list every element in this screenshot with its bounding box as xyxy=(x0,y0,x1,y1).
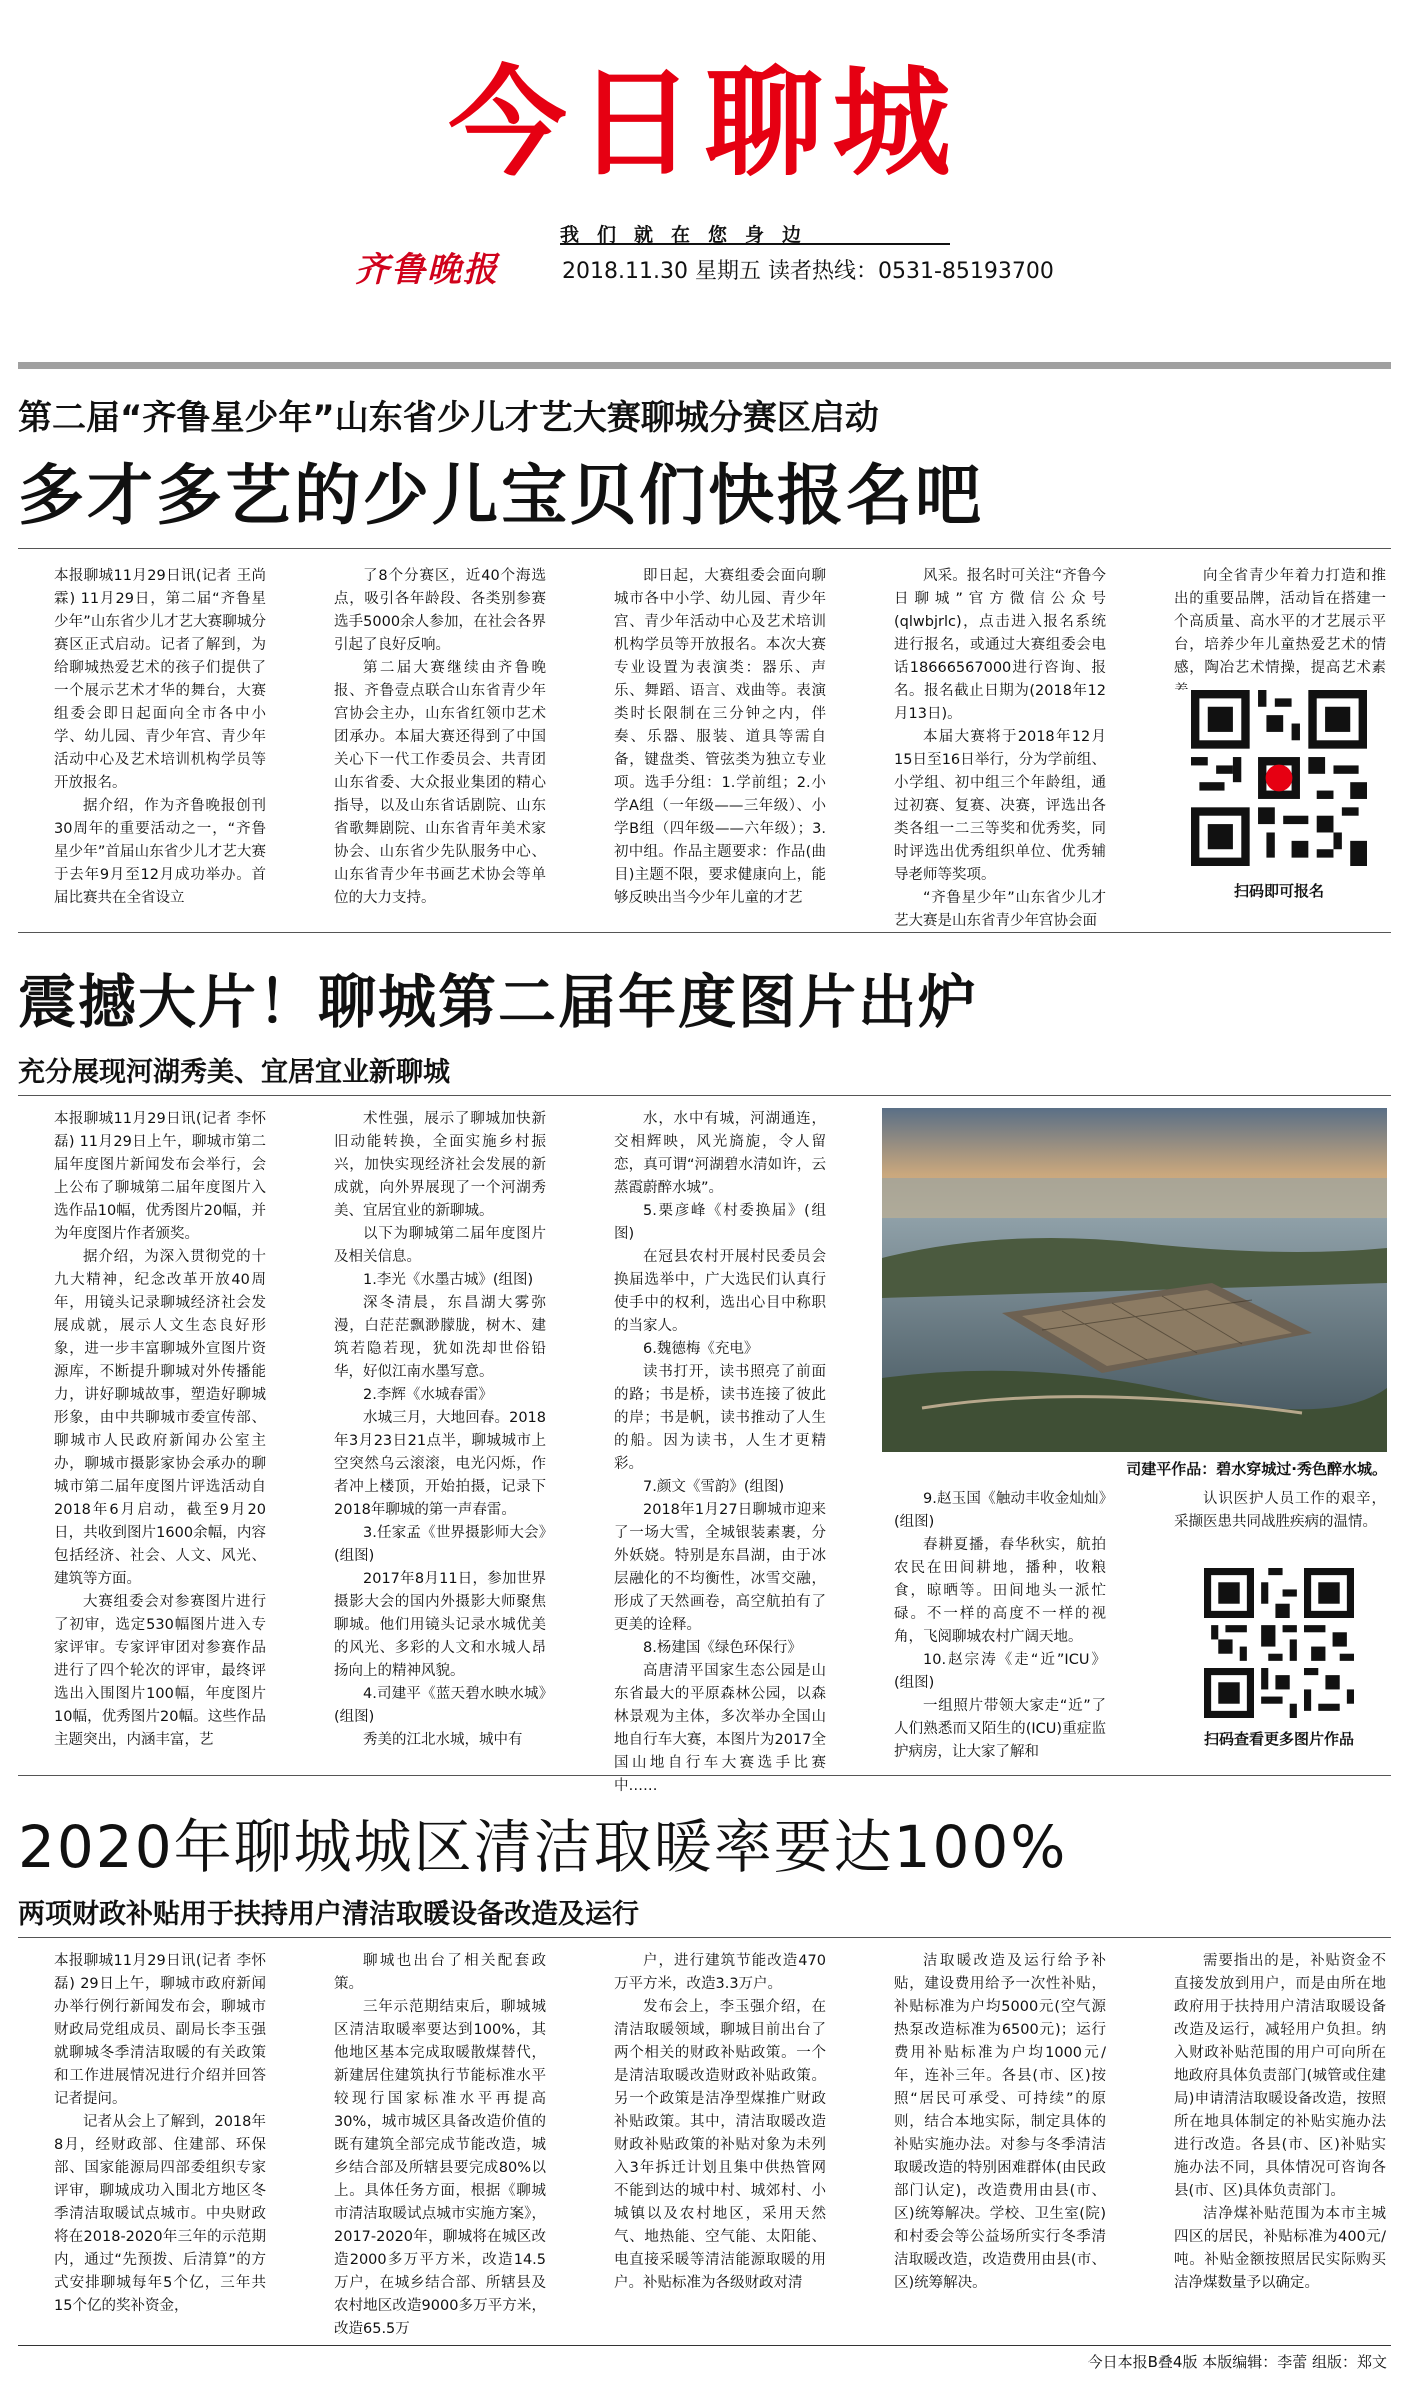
paragraph: 6.魏德梅《充电》 xyxy=(643,1341,759,1357)
paragraph: 2017年8月11日，参加世界摄影大会的国内外摄影大师聚焦聊城。他们用镜头记录水城优美的风光、多彩的人文和水城人昂扬向上的精神风貌。 xyxy=(334,1571,546,1679)
page-footer: 今日本报B叠4版 本版编辑：李蕾 组版：郑文 xyxy=(1087,2353,1387,2371)
paragraph: 据介绍，作为齐鲁晚报创刊30周年的重要活动之一，“齐鲁星少年”首届山东省少儿才艺大赛于去年9月至12月成功举办。首届比赛共在全省设立 xyxy=(54,798,266,906)
paragraph: 5.栗彦峰《村委换届》(组图) xyxy=(614,1203,826,1242)
paragraph: 7.颜文《雪韵》(组图) xyxy=(643,1479,785,1495)
slogan-underline xyxy=(560,243,950,245)
story2-column-1 xyxy=(54,1108,266,1758)
story1-qr-caption: 扫码即可报名 xyxy=(1233,882,1324,900)
story3-column-1 xyxy=(54,1950,266,2338)
story1-column-4 xyxy=(894,565,1106,929)
paragraph: 本报聊城11月29日讯(记者 王尚霖) 11月29日，第二届“齐鲁星少年”山东省少儿才艺大赛聊城分赛区正式启动。记者了解到，为给聊城热爱艺术的孩子们提供了一个展示艺术才华的舞台，大赛组委会即日起面向全市各中小学、幼儿园、青少年宫、青少年活动中心及艺术培训机构学员等开放报名。 xyxy=(54,568,266,791)
story1-column-2 xyxy=(334,565,546,915)
paragraph: 风采。报名时可关注“齐鲁今日聊城”官方微信公众号(qlwbjrlc)，点击进入报名系统进行报名，或通过大赛组委会电话18666567000进行咨询、报名。报名截止日期为(2018年12月13日)。 xyxy=(894,568,1106,722)
paragraph: 9.赵玉国《触动丰收金灿灿》(组图) xyxy=(894,1491,1106,1530)
paragraph: 本报聊城11月29日讯(记者 李怀磊) 11月29日上午，聊城市第二届年度图片新闻发布会举行，会上公布了聊城第二届年度图片入选作品10幅，优秀图片20幅，并为年度图片作者颁奖。 xyxy=(54,1111,266,1242)
paragraph: 需要指出的是，补贴资金不直接发放到用户，而是由所在地政府用于扶持用户清洁取暖设备改造及运行，减轻用户负担。纳入财政补贴范围的用户可向所在地政府具体负责部门(城管或住建局)申请清洁取暖设备改造，按照所在地具体制定的补贴实施办法进行改造。各县(市、区)补贴实施办法不同，具体情况可咨询各县(市、区)具体负责部门。 xyxy=(1174,1953,1386,2199)
paragraph: 第二届大赛继续由齐鲁晚报、齐鲁壹点联合山东省青少年宫协会主办，山东省红领巾艺术团承办。本届大赛还得到了中国关心下一代工作委员会、共青团山东省委、大众报业集团的精心指导，以及山东省话剧院、山东省歌舞剧院、山东省青年美术家协会、山东省少先队服务中心、山东省青少年书画艺术协会等单位的大力支持。 xyxy=(334,660,546,906)
story1-column-3 xyxy=(614,565,826,915)
paragraph: 在冠县农村开展村民委员会换届选举中，广大选民们认真行使手中的权利，选出心目中称职的当家人。 xyxy=(614,1249,826,1334)
paragraph: 户，进行建筑节能改造470万平方米，改造3.3万户。 xyxy=(614,1953,826,1992)
story3-column-5 xyxy=(1174,1950,1386,2338)
paragraph: 本报聊城11月29日讯(记者 李怀磊) 29日上午，聊城市政府新闻办举行例行新闻发布会，聊城市财政局党组成员、副局长李玉强就聊城冬季清洁取暖的有关政策和工作进展情况进行介绍并回答记者提问。 xyxy=(54,1953,266,2107)
story3-divider-top xyxy=(18,1775,1391,1776)
masthead-slogan: 我们就在您身边 xyxy=(560,224,820,246)
qr-code-icon xyxy=(1204,1568,1354,1718)
paragraph: 发布会上，李玉强介绍，在清洁取暖领域，聊城目前出台了两个相关的财政补贴政策。一个是清洁取暖改造财政补贴政策。另一个政策是洁净型煤推广财政补贴政策。其中，清洁取暖改造财政补贴政策的补贴对象为未列入3年拆迁计划且集中供热管网不能到达的城中村、城郊村、小城镇以及农村地区，采用天然气、地热能、空气能、太阳能、电直接采暖等清洁能源取暖的用户。补贴标准为各级财政对清 xyxy=(614,1999,826,2291)
story2-qr-caption: 扫码查看更多图片作品 xyxy=(1203,1730,1354,1748)
paragraph: 水，水中有城，河湖通连，交相辉映，风光旖旎，令人留恋，真可谓“河湖碧水清如许，云蒸霞蔚醉水城”。 xyxy=(614,1111,826,1196)
paragraph: 记者从会上了解到，2018年8月，经财政部、住建部、环保部、国家能源局四部委组织专家评审，聊城成功入围北方地区冬季清洁取暖试点城市。中央财政将在2018-2020年三年的示范期内，通过“先预拨、后清算”的方式安排聊城每年5个亿，三年共15个亿的奖补资金， xyxy=(54,2114,266,2314)
story3-column-3 xyxy=(614,1950,826,2338)
footer-rule xyxy=(18,2345,1391,2346)
story1-column-5 xyxy=(1174,565,1386,675)
paragraph: “齐鲁星少年”山东省少儿才艺大赛是山东省青少年宫协会面 xyxy=(894,890,1106,929)
paragraph: 4.司建平《蓝天碧水映水城》(组图) xyxy=(334,1686,546,1725)
story2-divider-top xyxy=(18,932,1391,933)
photo-caption: 司建平作品：碧水穿城过·秀色醉水城。 xyxy=(1126,1460,1387,1478)
story2-column-4 xyxy=(894,1488,1106,1758)
newspaper-logo: 齐鲁晚报 xyxy=(355,250,499,290)
story3-column-4 xyxy=(894,1950,1106,2338)
paragraph: 向全省青少年着力打造和推出的重要品牌，活动旨在搭建一个高质量、高水平的才艺展示平台，培养少年儿童热爱艺术的情感，陶冶艺术情操，提高艺术素 xyxy=(1174,568,1386,676)
paragraph: 即日起，大赛组委会面向聊城市各中小学、幼儿园、青少年宫、青少年活动中心及艺术培训机构学员等开放报名。本次大赛专业设置为表演类：器乐、声乐、舞蹈、语言、戏曲等。表演类时长限制在三分钟之内，伴奏、乐器、服装、道具等需自备，键盘类、管弦类为独立专业项。选手分组：1.学前组；2.小学A组（一年级——三年级）、小学B组（四年级——六年级）；3.初中组。作品主题要求：作品(曲目)主题不限，要求健康向上，能够反映出当今少年儿童的才艺 xyxy=(614,568,826,906)
story3-column-2 xyxy=(334,1950,546,2338)
qr-code-icon xyxy=(1191,690,1367,866)
paragraph: 深冬清晨，东昌湖大雾弥漫，白茫茫飘渺朦胧，树木、建筑若隐若现，犹如洗却世俗铅华，好似江南水墨写意。 xyxy=(334,1295,546,1380)
story2-column-2 xyxy=(334,1108,546,1758)
paragraph: 水城三月，大地回春。2018年3月23日21点半，聊城城市上空突然乌云滚滚，电光闪烁，作者冲上楼顶，开始拍摄，记录下2018年聊城的第一声春雷。 xyxy=(334,1410,546,1518)
paragraph: 读书打开，读书照亮了前面的路；书是桥，读书连接了彼此的岸；书是帆，读书推动了人生的船。因为读书，人生才更精彩。 xyxy=(614,1364,826,1472)
paragraph: 高唐清平国家生态公园是山东省最大的平原森林公园，以森林景观为主体，多次举办全国山地自行车大赛，本图片为2017全国山地自行车大赛选手比赛中…… xyxy=(614,1663,826,1794)
masthead-title: 今日聊城 xyxy=(448,54,961,192)
story2-qr-code[interactable] xyxy=(1174,1568,1384,1758)
story2-subhead: 充分展现河湖秀美、宜居宜业新聊城 xyxy=(18,1057,450,1088)
aerial-city-photo xyxy=(882,1108,1387,1452)
story3-headline: 2020年聊城城区清洁取暖率要达100% xyxy=(18,1813,1068,1881)
dateline: 2018.11.30 星期五 读者热线：0531-85193700 xyxy=(562,259,1054,284)
paragraph: 聊城也出台了相关配套政策。 xyxy=(334,1953,546,1992)
paragraph: 10.赵宗涛《走“近”ICU》(组图) xyxy=(894,1652,1106,1691)
paragraph: 以下为聊城第二届年度图片及相关信息。 xyxy=(334,1226,546,1265)
story3-subhead: 两项财政补贴用于扶持用户清洁取暖设备改造及运行 xyxy=(18,1899,639,1930)
paragraph: 本届大赛将于2018年12月15日至16日举行，分为学前组、小学组、初中组三个年龄组，通过初赛、复赛、决赛，评选出各类各组一二三等奖和优秀奖，同时评选出优秀组织单位、优秀辅导老师等奖项。 xyxy=(894,729,1106,883)
story1-divider xyxy=(18,548,1391,549)
paragraph: 大赛组委会对参赛图片进行了初审，选定530幅图片进入专家评审。专家评审团对参赛作品进行了四个轮次的评审，最终评选出入围图片100幅，年度图片10幅，优秀图片20幅。这些作品主题突出，内涵丰富，艺 xyxy=(54,1594,266,1748)
story1-qr-code[interactable] xyxy=(1174,690,1384,910)
paragraph: 洁净煤补贴范围为本市主城四区的居民，补贴标准为400元/吨。补贴金额按照居民实际购买洁净煤数量予以确定。 xyxy=(1174,2206,1386,2291)
paragraph: 3.任家孟《世界摄影师大会》(组图) xyxy=(334,1525,546,1564)
paragraph: 春耕夏播，春华秋实，航拍农民在田间耕地，播种，收粮食，晾晒等。田间地头一派忙碌。不一样的高度不一样的视角，飞阅聊城农村广阔天地。 xyxy=(894,1537,1106,1645)
paragraph: 术性强，展示了聊城加快新旧动能转换，全面实施乡村振兴，加快实现经济社会发展的新成就，向外界展现了一个河湖秀美、宜居宜业的新聊城。 xyxy=(334,1111,546,1219)
paragraph: 了8个分赛区，近40个海选点，吸引各年龄段、各类别参赛选手5000余人参加，在社会各界引起了良好反响。 xyxy=(334,568,546,653)
paragraph: 2018年1月27日聊城市迎来了一场大雪，全城银装素裹，分外妖娆。特别是东昌湖，由于冰层融化的不均衡性，冰雪交融，形成了天然画卷，高空航拍有了更美的诠释。 xyxy=(614,1502,826,1633)
paragraph: 据介绍，为深入贯彻党的十九大精神，纪念改革开放40周年，用镜头记录聊城经济社会发展成就，展示人文生态良好形象，进一步丰富聊城外宣图片资源库，不断提升聊城对外传播能力，讲好聊城故事，塑造好聊城形象，由中共聊城市委宣传部、聊城市人民政府新闻办公室主办，聊城市摄影家协会承办的聊城市第二届年度图片评选活动自2018年6月启动，截至9月20日，共收到图片1600余幅，内容包括经济、社会、人文、风光、建筑等方面。 xyxy=(54,1249,266,1587)
paragraph: 认识医护人员工作的艰辛，采撷医患共同战胜疾病的温情。 xyxy=(1174,1491,1386,1530)
story2-column-5 xyxy=(1174,1488,1386,1568)
paragraph: 洁取暖改造及运行给予补贴，建设费用给予一次性补贴，补贴标准为户均5000元(空气源热泵改造标准为6500元)；运行费用补贴标准为户均1000元/年，连补三年。各县(市、区)按照“居民可承受、可持续”的原则，结合本地实际，制定具体的补贴实施办法。对参与冬季清洁取暖改造的特别困难群体(由民政部门认定)，改造费用由县(市、区)统筹解决。学校、卫生室(院)和村委会等公益场所实行冬季清洁取暖改造，改造费用由县(市、区)统筹解决。 xyxy=(894,1953,1106,2291)
story1-kicker: 第二届“齐鲁星少年”山东省少儿才艺大赛聊城分赛区启动 xyxy=(18,398,879,438)
story3-divider xyxy=(18,1937,1391,1938)
story1-headline: 多才多艺的少儿宝贝们快报名吧 xyxy=(18,457,984,534)
paragraph: 秀美的江北水城，城中有 xyxy=(363,1732,523,1748)
paragraph: 8.杨建国《绿色环保行》 xyxy=(643,1640,802,1656)
masthead-rule xyxy=(18,362,1391,369)
story2-headline: 震撼大片！聊城第二届年度图片出炉 xyxy=(18,968,979,1036)
paragraph: 1.李光《水墨古城》(组图) xyxy=(363,1272,534,1288)
paragraph: 2.李辉《水城春雷》 xyxy=(363,1387,493,1403)
paragraph: 一组照片带领大家走“近”了人们熟悉而又陌生的(ICU)重症监护病房，让大家了解和 xyxy=(894,1698,1106,1760)
story1-column-1 xyxy=(54,565,266,915)
story2-column-3 xyxy=(614,1108,826,1794)
paragraph: 三年示范期结束后，聊城城区清洁取暖率要达到100%，其他地区基本完成取暖散煤替代，新建居住建筑执行节能标准水平较现行国家标准水平再提高30%，城市城区具备改造价值的既有建筑全部完成节能改造，城乡结合部及所辖县要完成80%以上。具体任务方面，根据《聊城市清洁取暖试点城市实施方案》，2017-2020年，聊城将在城区改造2000多万平方米，改造14.5万户，在城乡结合部、所辖县及农村地区改造9000多万平方米，改造65.5万 xyxy=(334,1999,546,2337)
aerial-photo-image xyxy=(882,1108,1387,1452)
story2-divider xyxy=(18,1095,1391,1096)
